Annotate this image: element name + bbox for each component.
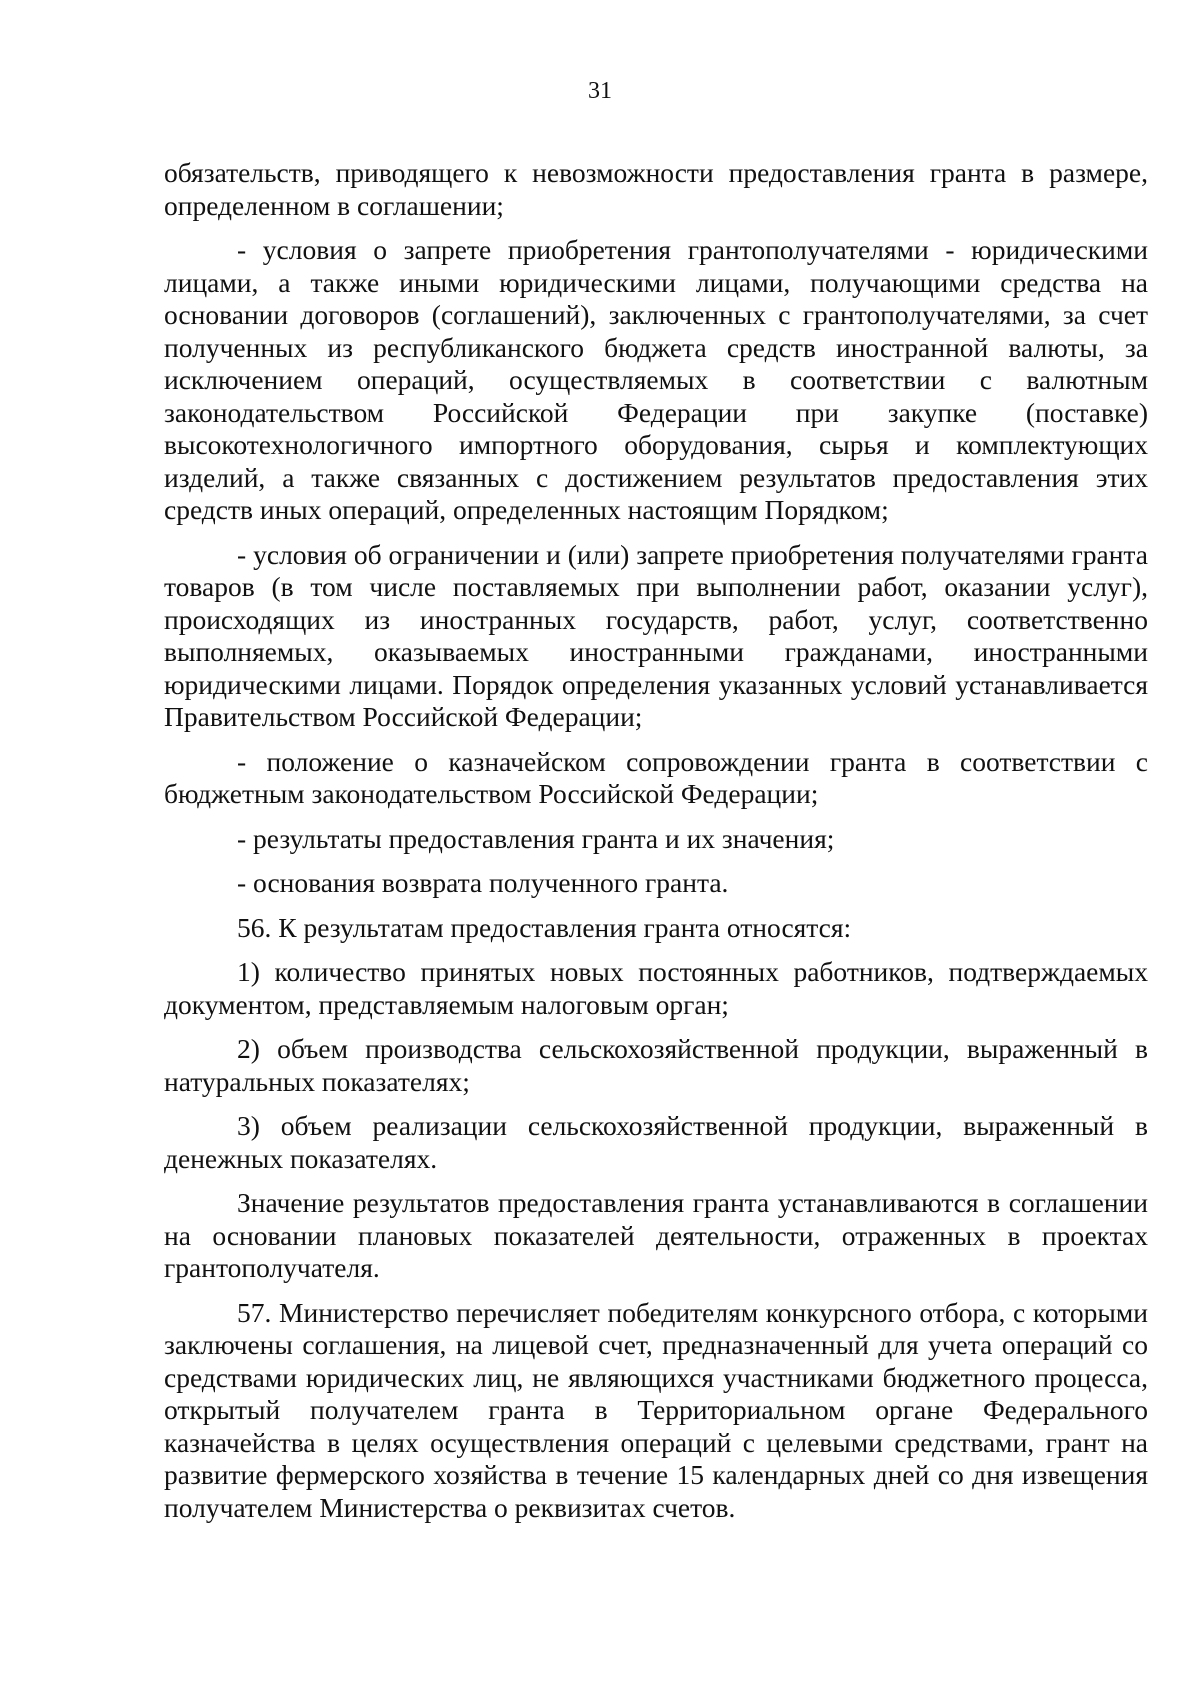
paragraph-grant-results: - результаты предоставления гранта и их значения;: [237, 822, 835, 854]
paragraph-result-values: Значение результатов предоставления гранта устанавливаются в соглашении на основании плановых показателей деятельности, отраженных в проектах грантополучателя.: [164, 1187, 1148, 1283]
paragraph-result-1: 1) количество принятых новых постоянных работников, подтверждаемых документом, представляемым налоговым орган;: [164, 956, 1148, 1020]
paragraph-item-56: 56. К результатам предоставления гранта относятся:: [237, 911, 852, 943]
paragraph-result-2: 2) объем производства сельскохозяйственной продукции, выраженный в натуральных показателях;: [164, 1033, 1148, 1097]
paragraph-foreign-goods-condition: - условия об ограничении и (или) запрете приобретения получателями гранта товаров (в том числе поставляемых при выполнении работ, оказании услуг), происходящих из иностранных государств, работ, услуг, соответственно выполняемых, оказываемых иностранными гражданами, иностранными юридическими лицами. Порядок определения указанных условий устанавливается Правительством Российской Федерации;: [164, 538, 1148, 732]
paragraph-continuation: обязательств, приводящего к невозможности предоставления гранта в размере, определенном в соглашении;: [164, 157, 1148, 221]
paragraph-return-grounds: - основания возврата полученного гранта.: [237, 867, 729, 898]
page-number: 31: [588, 78, 612, 104]
paragraph-item-57: 57. Министерство перечисляет победителям конкурсного отбора, с которыми заключены соглашения, на лицевой счет, предназначенный для учета операций со средствами юридических лиц, не являющихся участниками бюджетного процесса, открытый получателем гранта в Территориальном органе Федерального казначейства в целях осуществления операций с целевыми средствами, грант на развитие фермерского хозяйства в течение 15 календарных дней со дня извещения получателем Министерства о реквизитах счетов.: [164, 1296, 1148, 1523]
paragraph-treasury-support: - положение о казначейском сопровождении гранта в соответствии с бюджетным законодательством Российской Федерации;: [164, 745, 1148, 809]
paragraph-currency-condition: - условия о запрете приобретения грантополучателями - юридическими лицами, а также иными юридическими лицами, получающими средства на основании договоров (соглашений), заключенных с грантополучателями, за счет полученных из республиканского бюджета средств иностранной валюты, за исключением операций, осуществляемых в соответствии с валютным законодательством Российской Федерации при закупке (поставке) высокотехнологичного импортного оборудования, сырья и комплектующих изделий, а также связанных с достижением результатов предоставления этих средств иных операций, определенных настоящим Порядком;: [164, 234, 1148, 525]
document-body: [164, 157, 1148, 1536]
paragraph-result-3: 3) объем реализации сельскохозяйственной продукции, выраженный в денежных показателях.: [164, 1110, 1148, 1174]
